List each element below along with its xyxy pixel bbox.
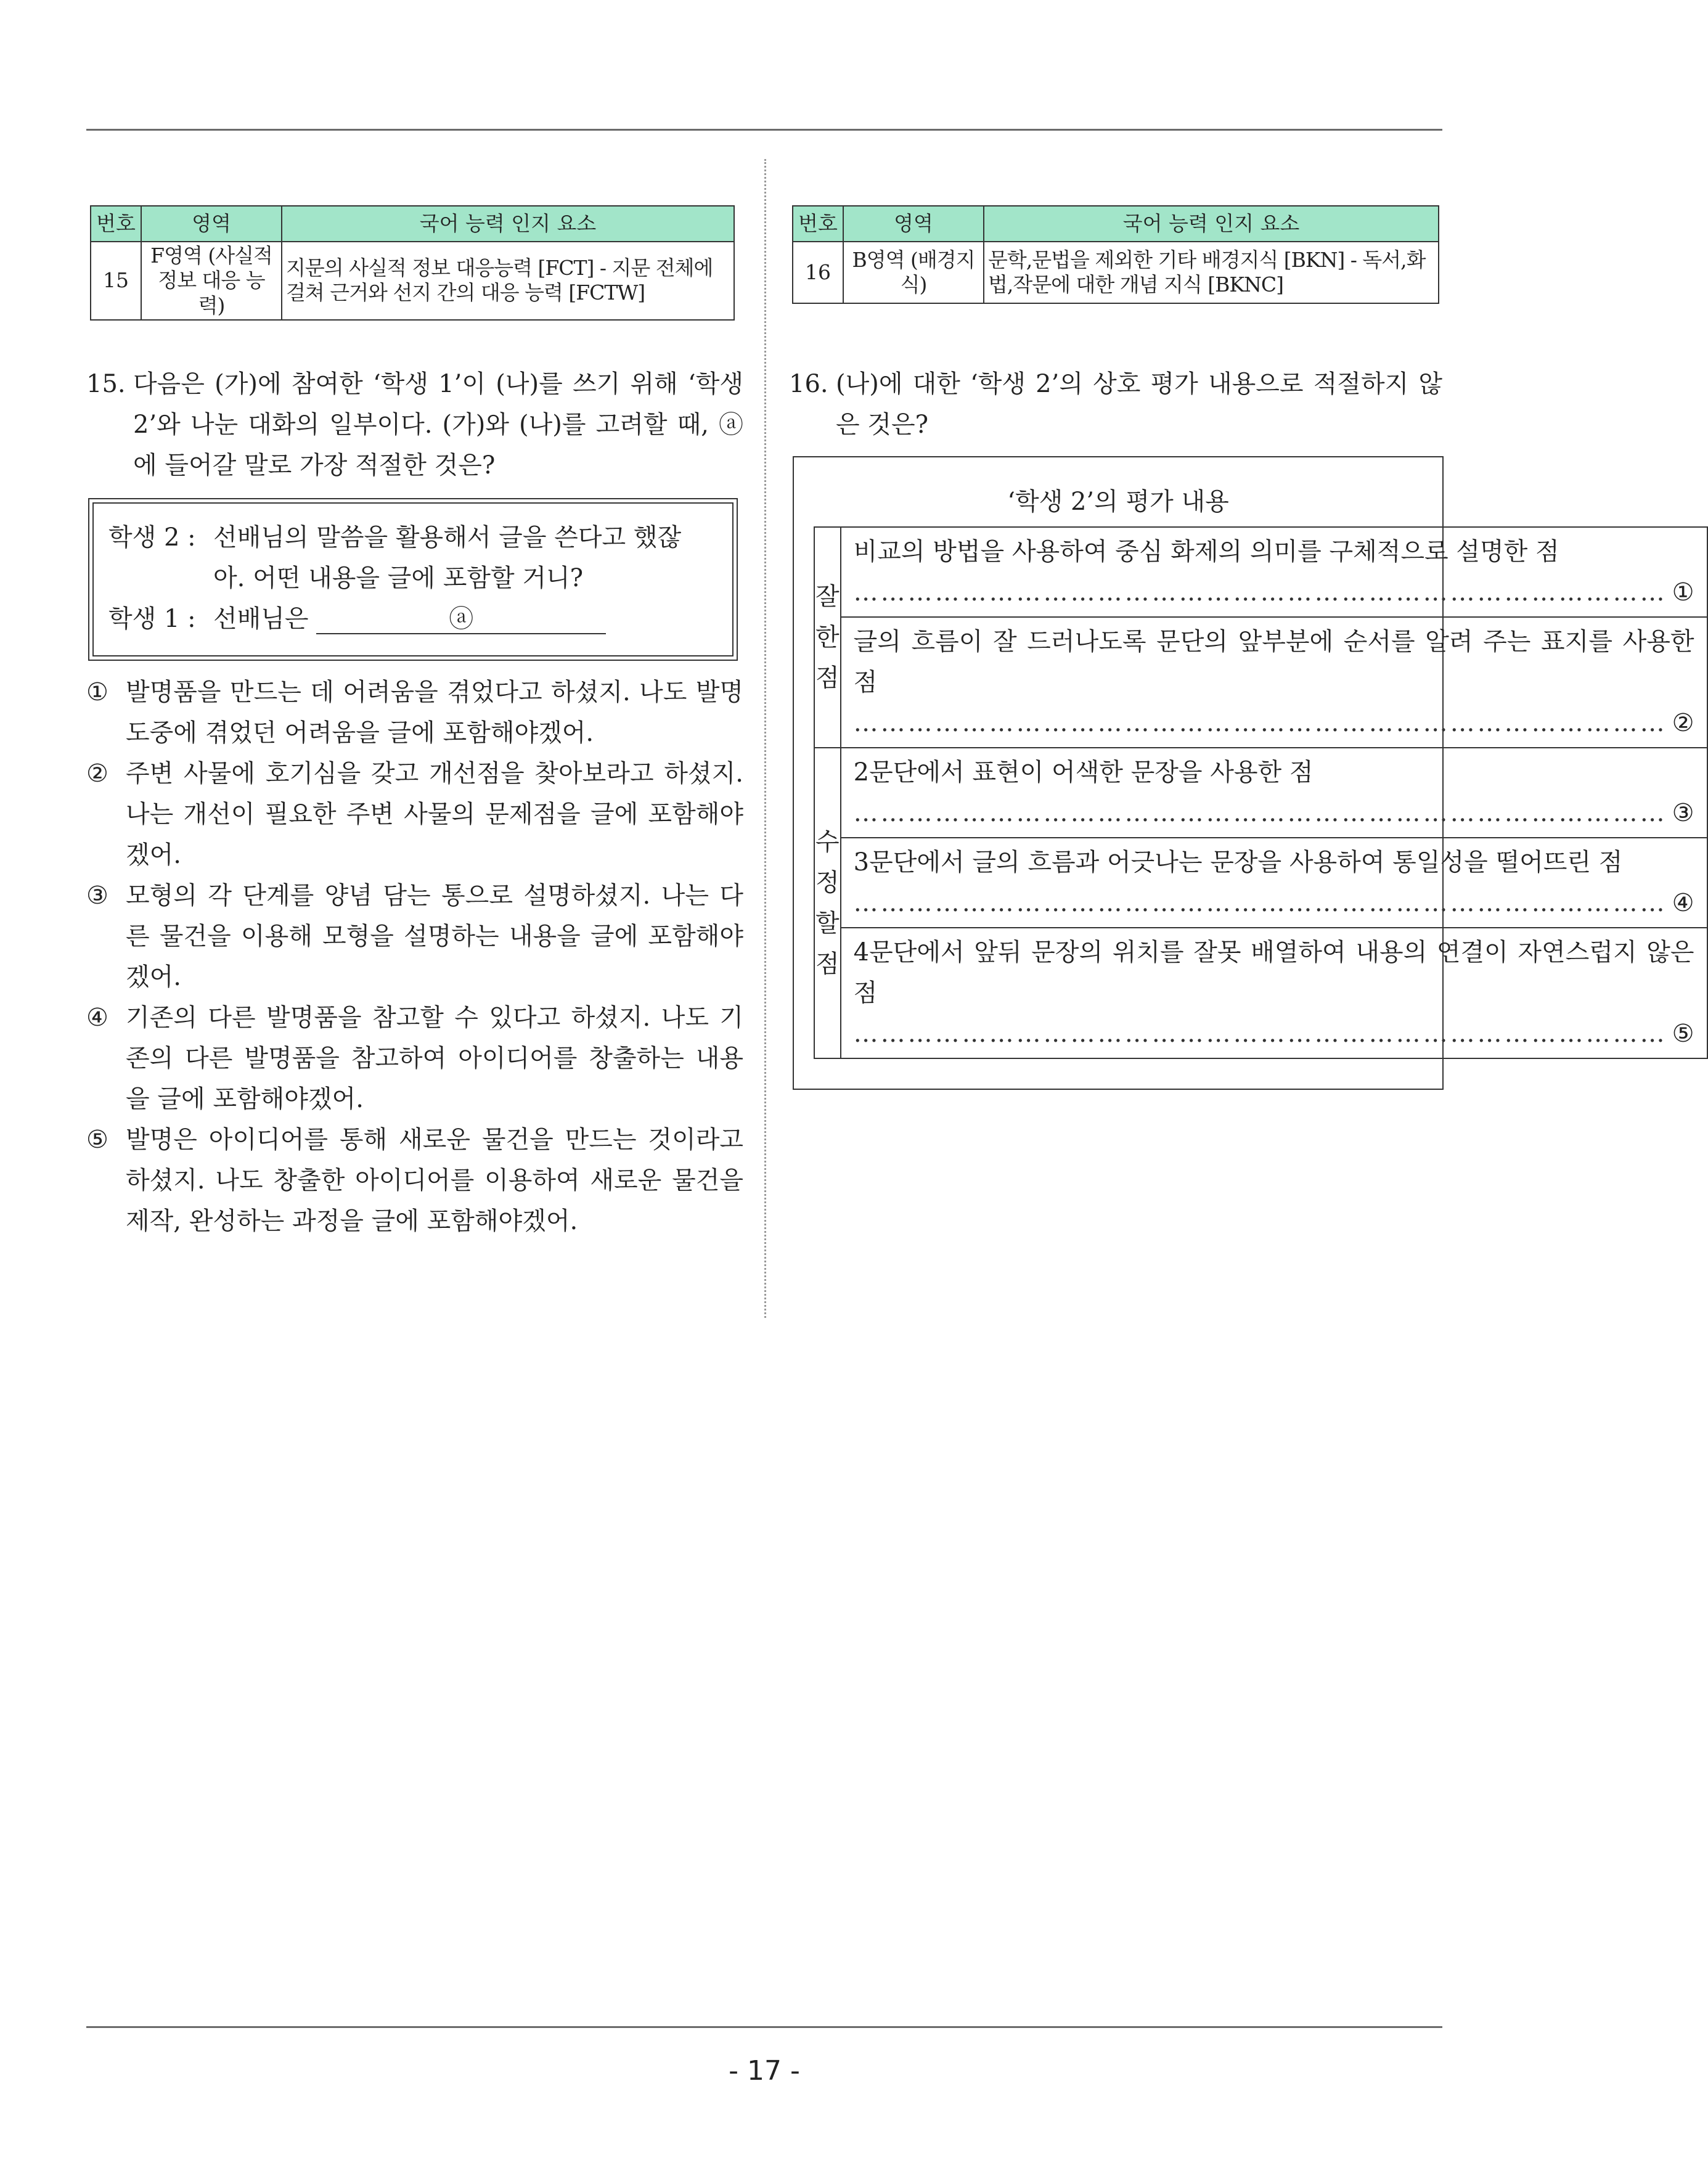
option-text: 모형의 각 단계를 양념 담는 통으로 설명하셨지. 나는 다른 물건을 이용해 모형을 설명하는 내용을 글에 포함해야겠어. [126, 881, 743, 991]
leader-line [854, 793, 1694, 833]
cell-number: 15 [91, 242, 141, 320]
cell-element: 문학,문법을 제외한 기타 배경지식 [BKN] - 독서,화법,작문에 대한 개념 지식 [BKNC] [984, 242, 1439, 303]
column-divider [764, 159, 766, 1318]
dialog-line-student1 [108, 599, 720, 639]
question-number: 16. [789, 370, 828, 398]
cell-number: 16 [793, 242, 843, 303]
eval-item-1[interactable] [841, 527, 1707, 617]
dialog-text: 선배님의 말씀을 활용해서 글을 쓴다고 했잖 [213, 523, 682, 552]
option-text: 기존의 다른 발명품을 참고할 수 있다고 하셨지. 나도 기존의 다른 발명품을 참고하여 아이디어를 창출하는 내용을 글에 포함해야겠어. [126, 1004, 743, 1113]
dialog-line-student2 [108, 517, 720, 558]
option-5[interactable] [86, 1119, 743, 1241]
option-marker: ② [86, 759, 108, 788]
dialog-text: 선배님은 [213, 605, 309, 633]
dialog-line-continuation [108, 558, 720, 599]
eval-item-4[interactable] [841, 838, 1707, 928]
category-label: 점 [815, 664, 840, 692]
question-prompt: 다음은 (가)에 참여한 ‘학생 1’이 (나)를 쓰기 위해 ‘학생 2’와 나눈 대화의 일부이다. (가)와 (나)를 고려할 때, ⓐ에 들어갈 말로 가장 적절한 것은? [133, 370, 743, 480]
option-marker: ① [86, 678, 108, 706]
option-1[interactable] [86, 672, 743, 753]
cell-area: B영역 (배경지식) [843, 242, 984, 303]
question-prompt: (나)에 대한 ‘학생 2’의 상호 평가 내용으로 적절하지 않은 것은? [836, 370, 1442, 439]
option-marker: ④ [86, 1004, 108, 1032]
category-label: 수정할 [815, 828, 840, 938]
eval-item-3[interactable] [841, 748, 1707, 838]
question-15 [86, 364, 743, 486]
option-marker: ② [1672, 709, 1694, 737]
eval-item-text: 3문단에서 글의 흐름과 어긋나는 문장을 사용하여 통일성을 떨어뜨린 점 [853, 848, 1623, 877]
competency-table-q16 [792, 205, 1439, 304]
option-marker: ④ [1672, 889, 1694, 917]
option-marker: ⑤ [86, 1126, 108, 1154]
header-area: 영역 [141, 206, 282, 242]
leader-line [854, 1013, 1694, 1054]
header-number: 번호 [793, 206, 843, 242]
leader-line [854, 572, 1694, 613]
evaluation-table [814, 526, 1708, 1059]
cell-element: 지문의 사실적 정보 대응능력 [FCT] - 지문 전체에 걸쳐 근거와 선지 간의 대응 능력 [FCTW] [282, 242, 734, 320]
option-marker: ③ [86, 881, 108, 910]
option-text: 발명품을 만드는 데 어려움을 겪었다고 하셨지. 나도 발명 도중에 겪었던 어려움을 글에 포함해야겠어. [126, 678, 743, 747]
evaluation-title: ‘학생 2’의 평가 내용 [1007, 488, 1229, 516]
option-4[interactable] [86, 997, 743, 1119]
option-text: 발명은 아이디어를 통해 새로운 물건을 만드는 것이라고 하셨지. 나도 창출한 아이디어를 이용하여 새로운 물건을 제작, 완성하는 과정을 글에 포함해야겠어. [126, 1126, 743, 1235]
eval-item-text: 비교의 방법을 사용하여 중심 화제의 의미를 구체적으로 설명한 점 [853, 538, 1559, 566]
speaker-label: 학생 2 : [108, 523, 196, 552]
eval-item-text: 글의 흐름이 잘 드러나도록 문단의 앞부분에 순서를 알려 주는 표지를 사용한 점 [853, 628, 1694, 697]
dialog-box [92, 502, 733, 656]
option-2[interactable] [86, 753, 743, 875]
header-element: 국어 능력 인지 요소 [282, 206, 734, 242]
leader-line [854, 703, 1694, 743]
eval-item-text: 2문단에서 표현이 어색한 문장을 사용한 점 [853, 758, 1314, 787]
footer-rule [86, 2026, 1442, 2028]
header-number: 번호 [91, 206, 141, 242]
eval-item-2[interactable] [841, 617, 1707, 748]
cell-area: F영역 (사실적 정보 대응 능력) [141, 242, 282, 320]
header-area: 영역 [843, 206, 984, 242]
option-marker: ① [1672, 578, 1694, 607]
answer-blank: ⓐ [316, 605, 606, 634]
category-label: 잘한 [815, 583, 840, 652]
category-good [814, 527, 841, 748]
option-marker: ⑤ [1672, 1020, 1694, 1048]
competency-table-q15 [90, 205, 735, 321]
category-fix [814, 748, 841, 1058]
option-marker: ③ [1672, 799, 1694, 827]
evaluation-box [793, 456, 1694, 1090]
option-3[interactable] [86, 875, 743, 997]
eval-item-5[interactable] [841, 928, 1707, 1058]
header-element: 국어 능력 인지 요소 [984, 206, 1439, 242]
speaker-label: 학생 1 : [108, 605, 196, 633]
dialog-text: 아. 어떤 내용을 글에 포함할 거니? [213, 564, 584, 592]
header-rule [86, 129, 1442, 131]
page-number: - 17 - [729, 2055, 800, 2087]
eval-item-text: 4문단에서 앞뒤 문장의 위치를 잘못 배열하여 내용의 연결이 자연스럽지 않은 점 [853, 938, 1694, 1007]
category-label: 점 [815, 950, 840, 978]
leader-line [854, 883, 1694, 923]
question-number: 15. [86, 370, 126, 398]
question-16 [789, 364, 1442, 445]
option-text: 주변 사물에 호기심을 갖고 개선점을 찾아보라고 하셨지. 나는 개선이 필요한 주변 사물의 문제점을 글에 포함해야겠어. [126, 759, 743, 869]
